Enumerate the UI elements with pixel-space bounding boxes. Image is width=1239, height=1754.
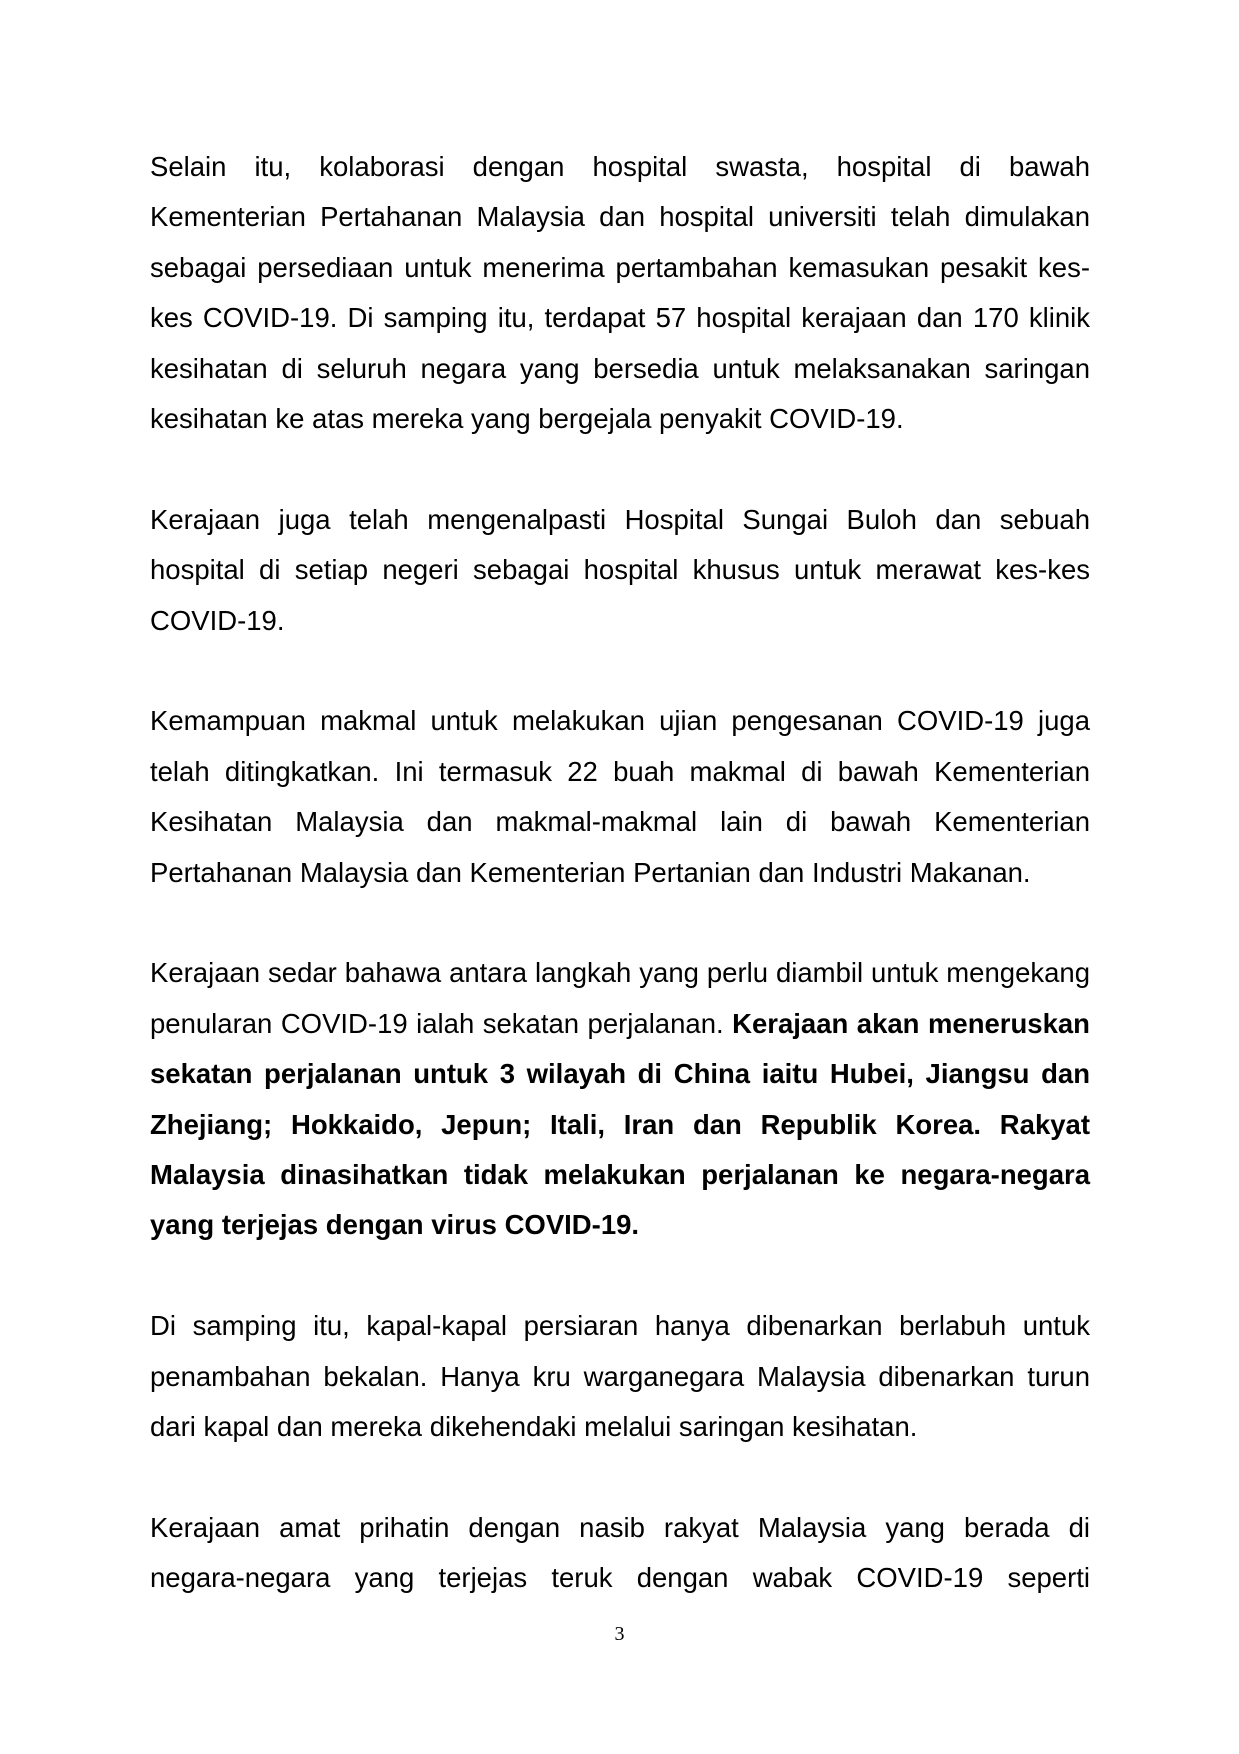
- paragraph-text: Kemampuan makmal untuk melakukan ujian pengesanan COVID-19 juga telah ditingkatkan. Ini termasuk 22 buah makmal di bawah Kementerian Kesihatan Malaysia dan makmal-makmal lain di bawah Kementerian Pertahanan Malaysia dan Kementerian Pertanian dan Industri Makanan.: [150, 705, 1090, 888]
- paragraph-bold-text: Kerajaan akan meneruskan sekatan perjalanan untuk 3 wilayah di China iaitu Hubei, Jiangsu dan Zhejiang; Hokkaido, Jepun; Itali, Iran dan Republik Korea. Rakyat Malaysia dinasihatkan tidak melakukan perjalanan ke negara-negara yang terjejas dengan virus COVID-19.: [150, 1007, 1090, 1241]
- document-body: [150, 142, 1090, 1604]
- paragraph-cruise-ships: [150, 1301, 1090, 1452]
- page-number: 3: [614, 1623, 625, 1645]
- paragraph-text: Kerajaan amat prihatin dengan nasib rakyat Malaysia yang berada di negara-negara yang terjejas teruk dengan wabak COVID-19 seperti: [150, 1511, 1090, 1594]
- paragraph-hospital-collaboration: [150, 142, 1090, 444]
- paragraph-text: Kerajaan sedar bahawa antara langkah yang perlu diambil untuk mengekang penularan COVID-19 ialah sekatan perjalanan.: [150, 957, 1090, 1039]
- paragraph-laboratory-capacity: [150, 696, 1090, 898]
- paragraph-text: Di samping itu, kapal-kapal persiaran hanya dibenarkan berlabuh untuk penambahan bekalan. Hanya kru warganegara Malaysia dibenarkan turun dari kapal dan mereka dikehendaki melalui saringan kesihatan.: [150, 1310, 1090, 1443]
- paragraph-designated-hospitals: [150, 495, 1090, 646]
- paragraph-text: Selain itu, kolaborasi dengan hospital swasta, hospital di bawah Kementerian Pertahanan Malaysia dan hospital universiti telah dimulakan sebagai persediaan untuk menerima pertambahan kemasukan pesakit kes-kes COVID-19. Di samping itu, terdapat 57 hospital kerajaan dan 170 klinik kesihatan di seluruh negara yang bersedia untuk melaksanakan saringan kesihatan ke atas mereka yang bergejala penyakit COVID-19.: [150, 151, 1090, 435]
- paragraph-text: Kerajaan juga telah mengenalpasti Hospital Sungai Buloh dan sebuah hospital di setiap negeri sebagai hospital khusus untuk merawat kes-kes COVID-19.: [150, 503, 1090, 636]
- paragraph-travel-restrictions: [150, 948, 1090, 1250]
- paragraph-citizens-abroad: [150, 1503, 1090, 1604]
